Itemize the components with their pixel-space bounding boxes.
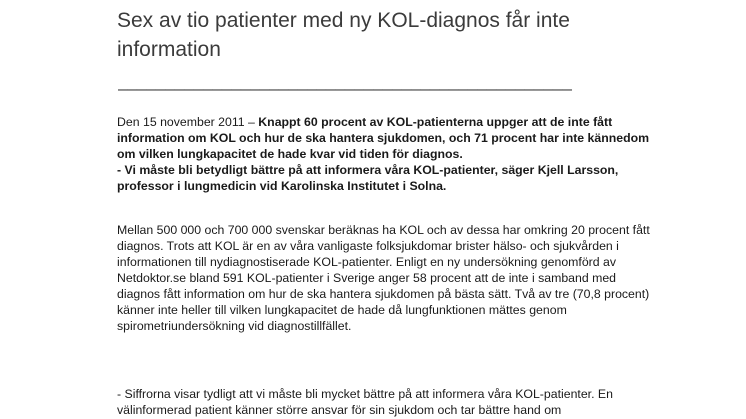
body-paragraph-1: Mellan 500 000 och 700 000 svenskar beräknas ha KOL och av dessa har omkring 20 procent fått diagnos. Trots att KOL är en av våra vanligaste folksjukdomar brister hälso- och sjukvården i informationen till nydiagnostiserade KOL-patienter. Enligt en ny undersökning genomförd av Netdoktor.se bland 591 KOL-patienter i Sverige anger 58 procent att de inte i samband med diagnos fått information om hur de ska hantera sjukdomen på bästa sätt. Två av tre (70,8 procent) känner inte heller till vilken lungkapacitet de hade då lungfunktionen mättes genom spirometriundersökning vid diagnostillfället. (117, 223, 650, 333)
lead-summary: Knappt 60 procent av KOL-patienterna uppger att de inte fått information om KOL och hur de ska hantera sjukdomen, och 71 procent har inte kännedom om vilken lungkapacitet de hade kvar vid tiden för diagnos. (117, 115, 650, 161)
dateline: Den 15 november 2011 – (117, 115, 259, 129)
article-title: Sex av tio patienter med ny KOL-diagnos får inte information (117, 9, 570, 61)
title-divider: ________________________________________________ (118, 72, 572, 91)
article-lead (117, 114, 657, 194)
lead-quote: - Vi måste bli betydligt bättre på att informera våra KOL-patienter, säger Kjell Larsson, professor i lungmedicin vid Karolinska Institutet i Solna. (117, 163, 619, 193)
body-paragraph-2: - Siffrorna visar tydligt att vi måste bli mycket bättre på att informera våra KOL-patienter. En välinformerad patient känner större ansvar för sin sjukdom och tar bättre hand om (117, 387, 613, 417)
